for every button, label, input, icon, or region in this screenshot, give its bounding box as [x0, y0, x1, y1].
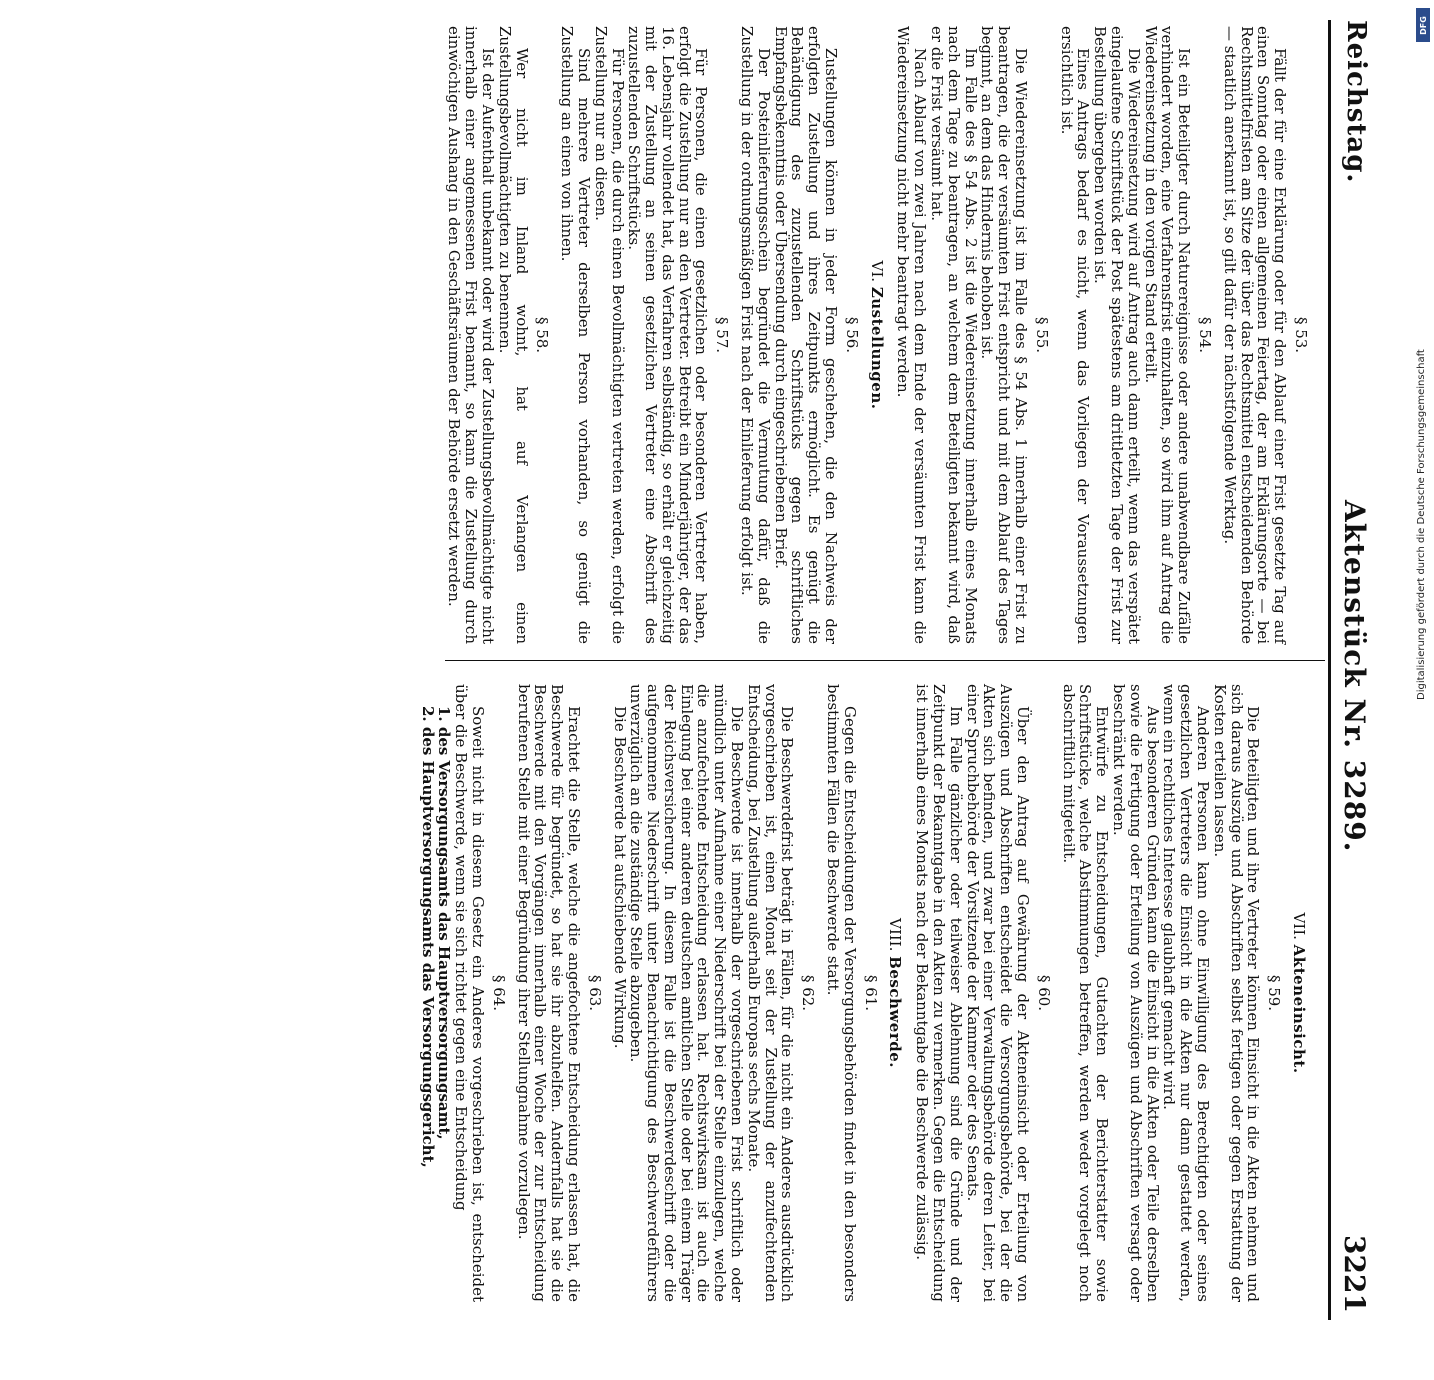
left-column [446, 26, 1317, 644]
paragraph: Die Wiedereinsetzung ist im Falle des § 54 Abs. 1 innerhalb einer Frist zu beantragen, die der versäumten Frist entspricht und mit dem Ablauf des Tages beginnt, an dem das Hindernis behoben ist. [978, 26, 1031, 644]
paragraph: Ist ein Beteiligter durch Naturereignisse oder andere unabwendbare Zufälle verhindert worden, eine Verfahrensfrist einzuhalten, so wird ihm auf Antrag die Wiedereinsetzung in den vorigen Stand erteilt. [1141, 26, 1194, 644]
chapter-numeral: VII. [1290, 912, 1308, 940]
dfg-badge-label: DFG [1418, 15, 1428, 35]
paragraph: Fällt der für eine Erklärung oder für den Ablauf einer Frist gesetzte Tag auf einen Sonntag oder einen allgemeinen Feiertag, der am Erklärungsorte — bei Rechtsmittelfristen am Sitze der über das Rechtsmittel entscheidenden Behörde — staatlich anerkannt ist, so gilt dafür der nächstfolgende Werktag. [1220, 26, 1290, 644]
column-divider [445, 660, 1325, 661]
section-number: § 54. [1196, 316, 1215, 354]
chapter-title: Beschwerde. [886, 956, 905, 1068]
paragraph: Für Personen, die einen gesetzlichen oder besonderen Vertreter haben, erfolgt die Zustellung nur an den Vertreter. Betreibt ein Minderjähriger, der das 16. Lebensjahr vollendet hat, das Verfahren selbständig, so erhält er gleichzeitig mit der Zustellung an seinen gesetzlichen Vertreter eine Abschrift des zuzustellenden Schriftstücks. [625, 26, 711, 644]
section-number: § 55. [1032, 316, 1051, 354]
chapter-heading [1290, 684, 1307, 1302]
paragraph: Für Personen, die durch einen Bevollmächtigten vertreten werden, erfolgt die Zustellung nur an diesen. [591, 26, 627, 644]
right-column [419, 684, 1317, 1302]
list-item: 1. des Versorgungsamts das Hauptversorgungsamt, [435, 706, 454, 1140]
section-number: § 63. [585, 974, 604, 1012]
page-number: 3221 [1338, 1235, 1371, 1313]
margin-note-text: Digitalisierung gefördert durch die Deutsche Forschungsgemeinschaft [1416, 349, 1427, 700]
chapter-title: Akteneinsicht. [1290, 944, 1308, 1074]
section-number: § 60. [1034, 974, 1053, 1012]
chapter-numeral: VIII. [886, 918, 905, 952]
paragraph: Gegen die Entscheidungen der Versorgungsbehörden findet in den besonders bestimmten Fällen die Beschwerde statt. [824, 684, 859, 1302]
document-page [418, 20, 1383, 1380]
section-number: § 62. [799, 974, 818, 1012]
section-number: § 53. [1292, 316, 1310, 354]
paragraph: Der Posteinlieferungsschein begründet die Vermutung dafür, daß die Zustellung in der ordnungsmäßigen Frist nach der Einlieferung erfolgt ist. [738, 26, 773, 644]
section-number: § 56. [842, 316, 861, 354]
paragraph: Die Beschwerde hat aufschiebende Wirkung. [610, 706, 629, 1049]
section-number: § 57. [713, 316, 732, 354]
chapter-numeral: VI. [867, 260, 886, 283]
page-header [1331, 20, 1371, 1320]
paragraph: Zustellungen können in jeder Form geschehen, die den Nachweis der erfolgten Zustellung und ihres Zeitpunkts ermöglicht. Es genügt die Behändigung des zuzustellenden Schriftstücks gegen schriftliches Empfangsbekenntnis oder Übersendung durch eingeschriebenen Brief. [771, 26, 841, 644]
section-number: § 61. [861, 974, 880, 1012]
paragraph: Erachtet die Stelle, welche die angefochtene Entscheidung erlassen hat, die Beschwerde für begründet, so hat sie ihr abzuhelfen. Andernfalls hat sie die Beschwerde mit den Vorgängen innerhalb einer Woche der zur Entscheidung berufenen Stelle mit einer Begründung ihrer Stellungnahme vorzulegen. [514, 684, 583, 1302]
list-item: 2. des Hauptversorgungsamts das Versorgungsgericht, [418, 706, 437, 1168]
chapter-title: Zustellungen. [867, 286, 886, 410]
paragraph: Eines Antrags bedarf es nicht, wenn das Vorliegen der Voraussetzungen ersichtlich ist. [1057, 26, 1093, 644]
section-number: § 64. [489, 974, 508, 1012]
paragraph: Aus besonderen Gründen kann die Einsicht in die Akten oder Teile derselben sowie die Fertigung oder Erteilung von Auszügen und Abschriften versagt oder beschränkt werden. [1110, 684, 1162, 1302]
paragraph: Anderen Personen kann ohne Einwilligung des Berechtigten oder seines gesetzlichen Vertreters die Einsicht in die Akten nur dann gestattet werden, wenn ein rechtliches Interesse glaubhaft gemacht wird. [1160, 684, 1213, 1302]
header-center: Aktenstück Nr. 3289. [1338, 500, 1371, 853]
paragraph: Sind mehrere Vertreter derselben Person vorhanden, so genügt die Zustellung an einen von ihnen. [558, 26, 593, 644]
paragraph: Die Beteiligten und ihre Vertreter können Einsicht in die Akten nehmen und sich daraus Auszüge und Abschriften selbst fertigen oder gegen Erstattung der Kosten erteilen lassen. [1210, 684, 1263, 1302]
paragraph: Im Falle des § 54 Abs. 2 ist die Wiedereinsetzung innerhalb eines Monats nach dem Tage zu beantragen, an welchem dem Beteiligten bekannt wird, daß er die Frist versäumt hat. [928, 26, 980, 644]
section-number: § 59. [1265, 974, 1284, 1012]
paragraph: Die Beschwerdefrist beträgt in Fällen, für die nicht ein Anderes ausdrücklich vorgeschrieben ist, einen Monat seit der Zustellung der anzufechtenden Entscheidung, bei Zustellung außerhalb Europas sechs Monate. [744, 684, 797, 1302]
paragraph: Nach Ablauf von zwei Jahren nach dem Ende der versäumten Frist kann die Wiedereinsetzung nicht mehr beantragt werden. [894, 26, 930, 644]
margin-note [1414, 10, 1430, 990]
paragraph: Wer nicht im Inland wohnt, hat auf Verlangen einen Zustellungsbevollmächtigten zu benennen. [495, 26, 531, 644]
paragraph: Im Falle gänzlicher oder teilweiser Ablehnung sind die Gründe und der Zeitpunkt der Bekanntgabe in den Akten zu vermerken. Gegen die Entscheidung ist innerhalb eines Monats nach der Bekanntgabe die Beschwerde zulässig. [913, 684, 965, 1302]
paragraph: Die Beschwerde ist innerhalb der vorgeschriebenen Frist schriftlich oder mündlich unter Aufnahme einer Niederschrift bei der Stelle einzulegen, welche die anzufechtende Entscheidung erlassen hat. Rechtswirksam ist auch die Einlegung bei einer anderen deutschen amtlichen Stelle oder bei einem Träger der Reichsversicherung. In diesem Falle ist die Beschwerdeschrift oder die aufgenommene Niederschrift unter Benachrichtigung des Beschwerdeführers unverzüglich an die zuständige Stelle abzugeben. [627, 684, 747, 1302]
header-rule [1328, 20, 1331, 1320]
paragraph: Ist der Aufenthalt unbekannt oder wird der Zustellungsbevollmächtigte nicht innerhalb einer angemessenen Frist benannt, so kann die Zustellung durch einwöchigen Aushang in den Geschäftsräumen der Behörde ersetzt werden. [445, 26, 497, 644]
chapter-heading [868, 26, 885, 644]
chapter-heading [887, 684, 904, 1302]
paragraph: Entwürfe zu Entscheidungen, Gutachten der Berichterstatter sowie Schriftstücke, welche Abstimmungen betreffen, werden weder vorgelegt noch abschriftlich mitgeteilt. [1059, 684, 1112, 1302]
section-number: § 58. [533, 316, 552, 354]
header-left: Reichstag. [1341, 20, 1371, 184]
paragraph: Die Wiedereinsetzung wird auf Antrag auch dann erteilt, wenn das verspätet eingelaufene Schriftstück der Post spätestens am drittletzten Tage der Frist zur Bestellung übergeben worden ist. [1091, 26, 1143, 644]
paragraph: Soweit nicht in diesem Gesetz ein Anderes vorgeschrieben ist, entscheidet über die Beschwerde, wenn sie sich richtet gegen eine Entscheidung [452, 684, 487, 1302]
paragraph: Über den Antrag auf Gewährung der Akteneinsicht oder Erteilung von Auszügen und Abschriften entscheidet die Versorgungsbehörde, bei der die Akten sich befinden, und zwar bei einer Verwaltungsbehörde deren Leiter, bei einer Spruchbehörde der Vorsitzende der Kammer oder des Senats. [963, 684, 1033, 1302]
